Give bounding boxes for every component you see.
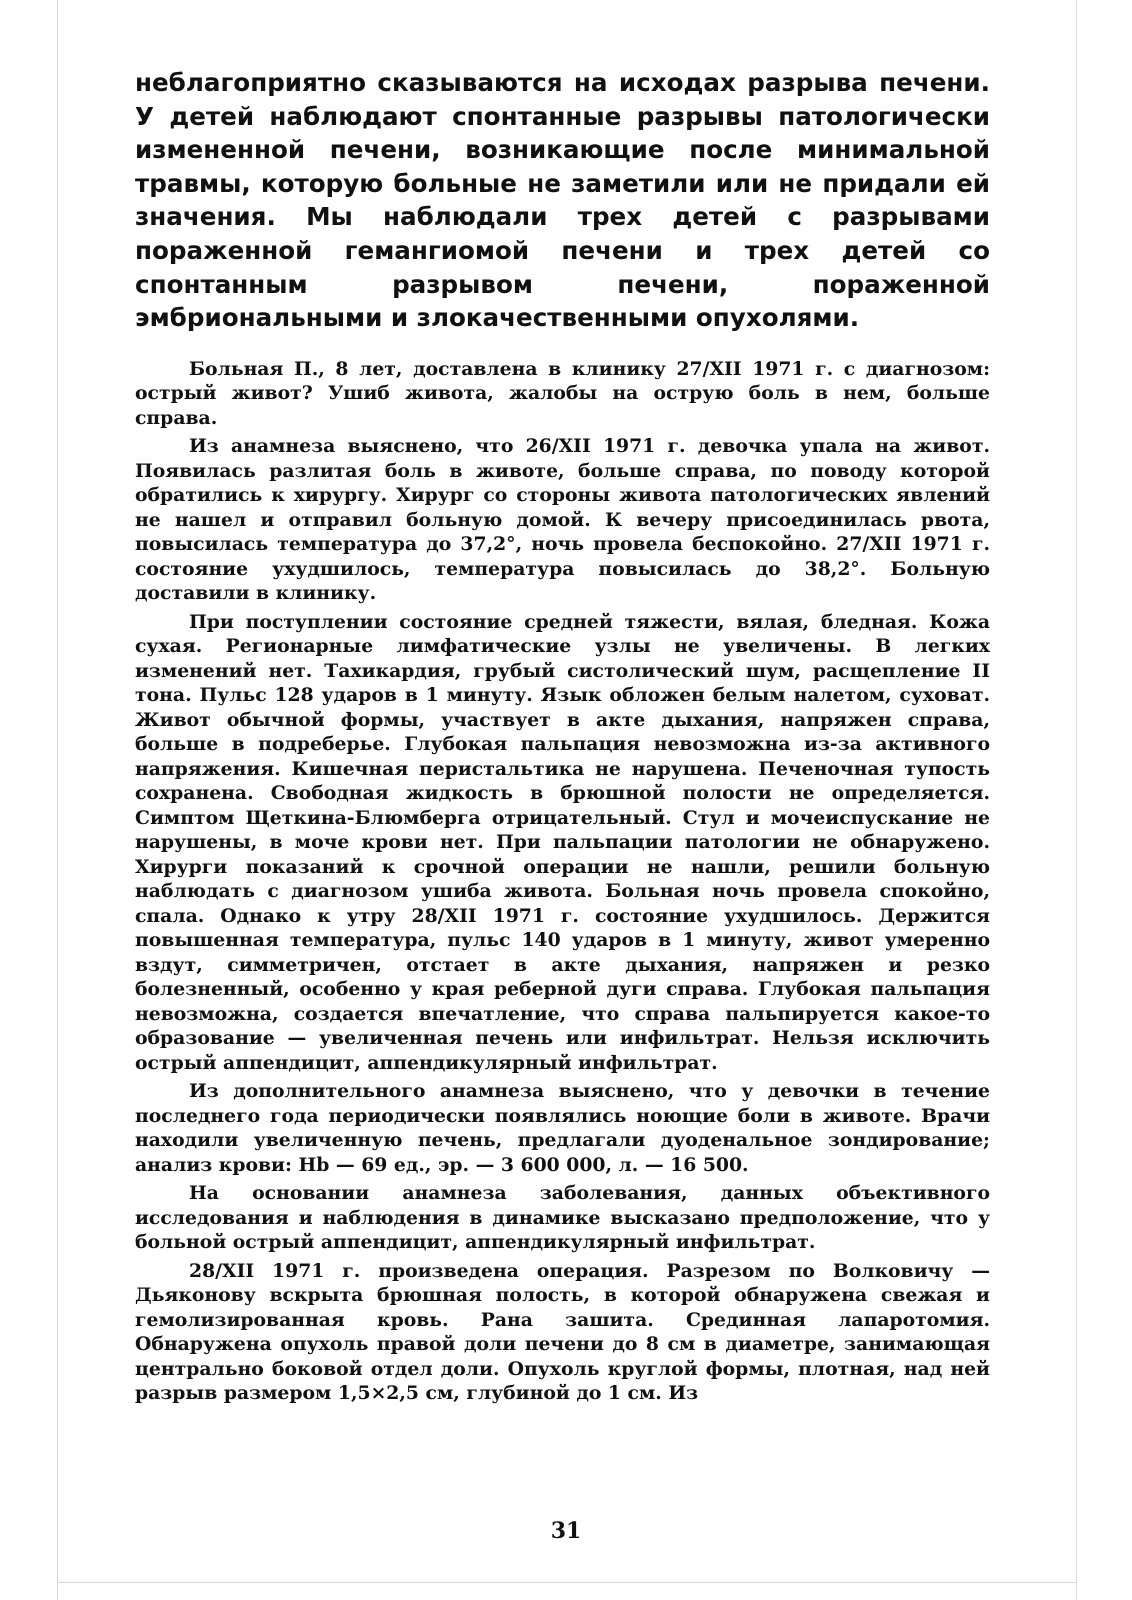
page-border-left bbox=[57, 0, 58, 1600]
page-number: 31 bbox=[550, 1518, 582, 1544]
case-paragraph-admission: Больная П., 8 лет, доставлена в клинику 27/XII 1971 г. с диагнозом: острый живот? Ушиб живота, жалобы на острую боль в нем, больше справа. bbox=[135, 357, 990, 429]
case-paragraph-anamnesis: Из анамнеза выяснено, что 26/XII 1971 г. девочка упала на живот. Появилась разлитая боль в животе, больше справа, по поводу которой обратились к хирургу. Хирург со стороны живота патологических явлений не нашел и отправил больную домой. К вечеру присоединилась рвота, повысилась температура до 37,2°, ночь провела беспокойно. 27/XII 1971 г. состояние ухудшилось, температура повысилась до 38,2°. Больную доставили в клинику. bbox=[135, 435, 990, 605]
case-report bbox=[135, 357, 990, 1406]
case-paragraph-operation: 28/XII 1971 г. произведена операция. Разрезом по Волковичу — Дьяконову вскрыта брюшная полость, в которой обнаружена свежая и гемолизированная кровь. Рана зашита. Срединная лапаротомия. Обнаружена опухоль правой доли печени до 8 см в диаметре, занимающая центрально боковой отдел доли. Опухоль круглой формы, плотная, над ней разрыв размером 1,5×2,5 см, глубиной до 1 см. Из bbox=[135, 1259, 990, 1405]
case-paragraph-diagnosis: На основании анамнеза заболевания, данных объективного исследования и наблюдения в динамике высказано предположение, что у больной острый аппендицит, аппендикулярный инфильтрат. bbox=[135, 1182, 990, 1254]
intro-paragraph: неблагоприятно сказываются на исходах разрыва печени. У детей наблюдают спонтанные разрывы патологически измененной печени, возникающие после минимальной травмы, которую больные не заметили или не придали ей значения. Мы наблюдали трех детей с разрывами пораженной гемангиомой печени и трех детей со спонтанным разрывом печени, пораженной эмбриональными и злокачественными опухолями. bbox=[135, 68, 990, 333]
page-content bbox=[135, 66, 990, 1410]
case-paragraph-additional-anamnesis: Из дополнительного анамнеза выяснено, что у девочки в течение последнего года периодически появлялись ноющие боли в животе. Врачи находили увеличенную печень, предлагали дуоденальное зондирование; анализ крови: Hb — 69 ед., эр. — 3 600 000, л. — 16 500. bbox=[135, 1080, 990, 1176]
page-border-bottom bbox=[57, 1582, 1077, 1583]
page-border-right bbox=[1076, 0, 1077, 1600]
case-paragraph-examination: При поступлении состояние средней тяжести, вялая, бледная. Кожа сухая. Регионарные лимфатические узлы не увеличены. В легких изменений нет. Тахикардия, грубый систолический шум, расщепление II тона. Пульс 128 ударов в 1 минуту. Язык обложен белым налетом, суховат. Живот обычной формы, участвует в акте дыхания, напряжен справа, больше в подреберье. Глубокая пальпация невозможна из-за активного напряжения. Кишечная перистальтика не нарушена. Печеночная тупость сохранена. Свободная жидкость в брюшной полости не определяется. Симптом Щеткина-Блюмберга отрицательный. Стул и мочеиспускание не нарушены, в моче крови нет. При пальпации патологии не обнаружено. Хирурги показаний к срочной операции не нашли, решили больную наблюдать с диагнозом ушиба живота. Больная ночь провела спокойно, спала. Однако к утру 28/XII 1971 г. состояние ухудшилось. Держится повышенная температура, пульс 140 ударов в 1 минуту, живот умеренно вздут, симметричен, отстает в акте дыхания, напряжен и резко болезненный, особенно у края реберной дуги справа. Глубокая пальпация невозможна, создается впечатление, что справа пальпируется какое-то образование — увеличенная печень или инфильтрат. Нельзя исключить острый аппендицит, аппендикулярный инфильтрат. bbox=[135, 610, 990, 1074]
